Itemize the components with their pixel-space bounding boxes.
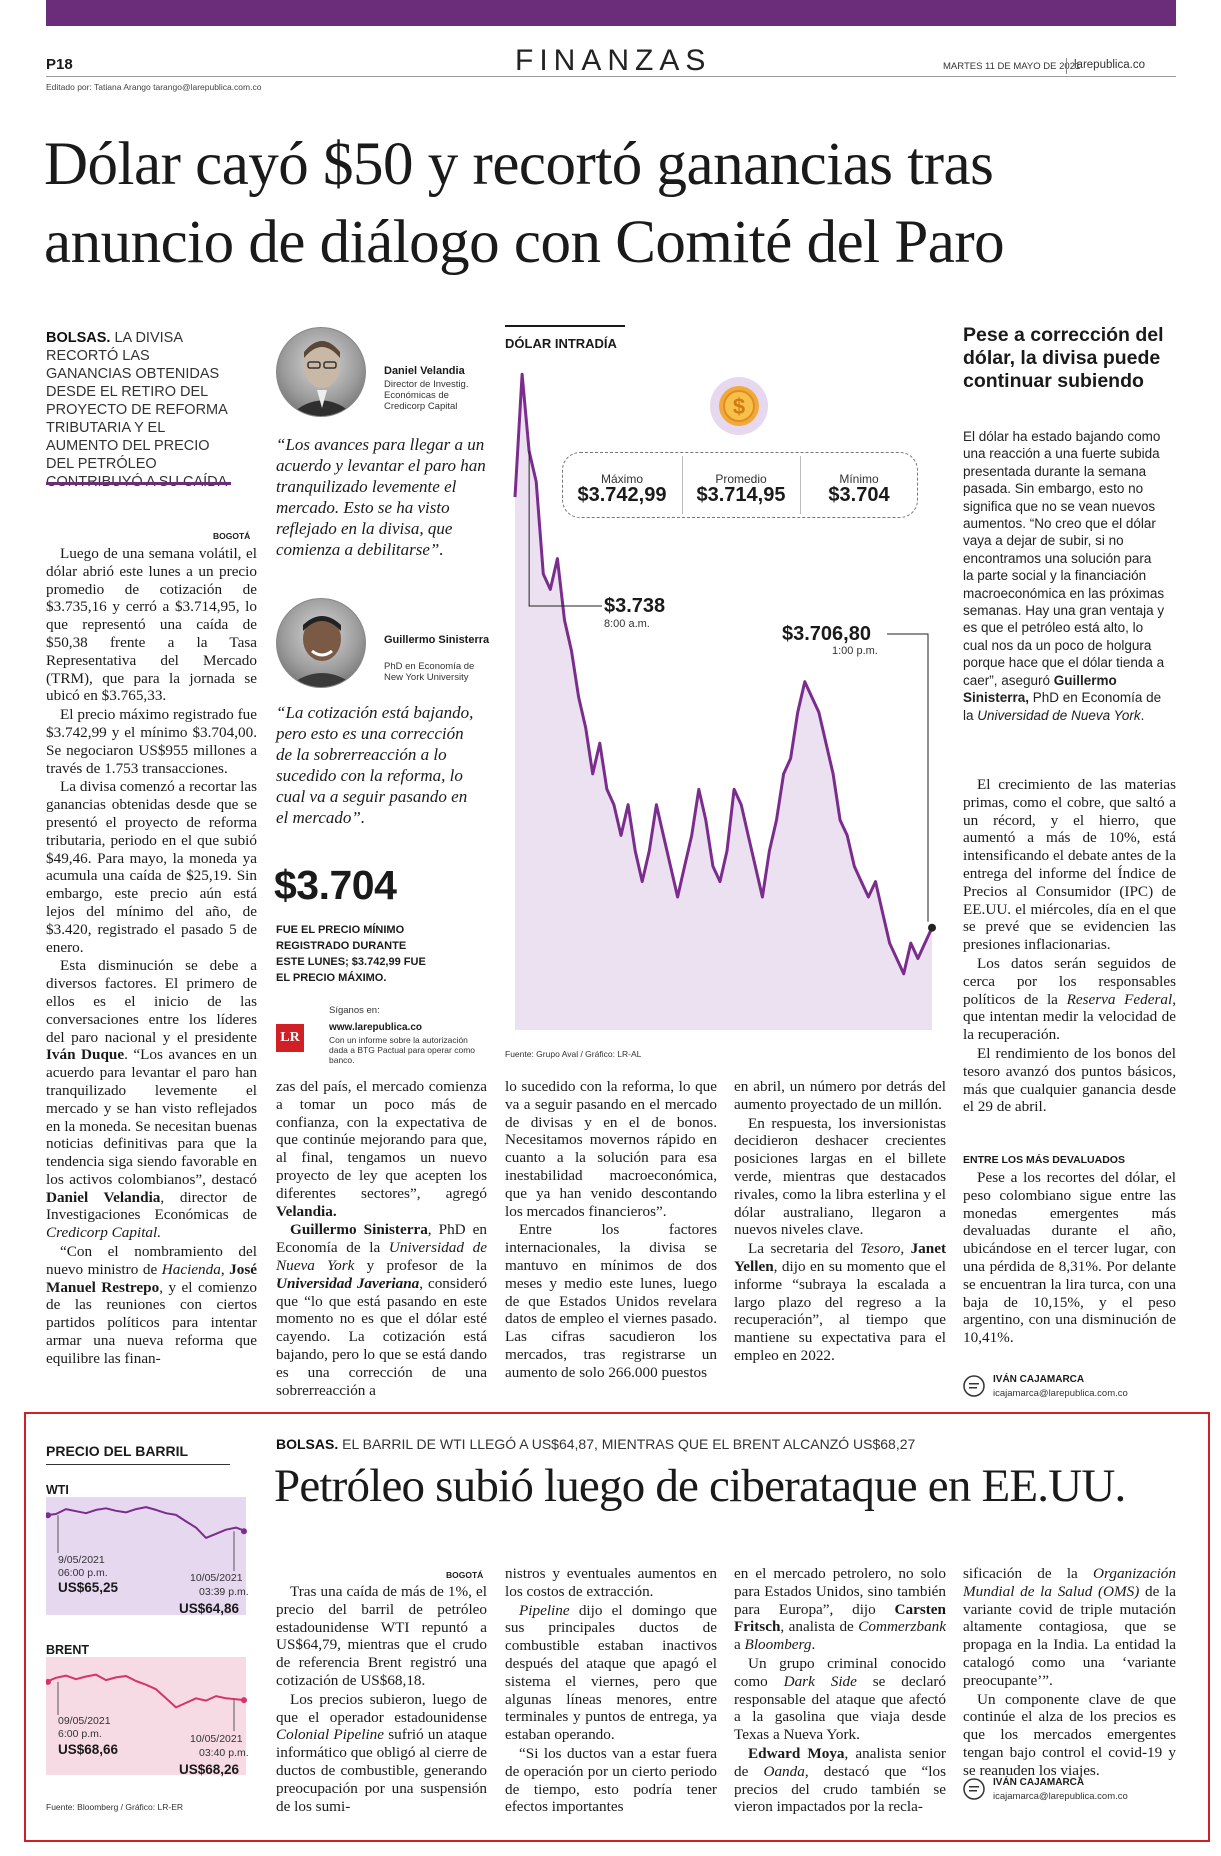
paragraph: Guillermo Sinisterra, PhD en Economía de la Universidad de Nueva York y profesor de la Universidad Javeriana, consideró que “lo que está pasando en este momento no es que el dólar esté cayendo. La cotización está bajando, pero lo que se está dando es una corrección de una sobrerreacción a — [276, 1221, 488, 1399]
main-column-3 — [505, 1078, 717, 1383]
paragraph: lo sucedido con la reforma, lo que va a seguir pasando en el mercado de divisas y en el de bonos. Necesitamos movernos rápido en cuanto a la solución para esa inestabilidad macroeconómica, que ya han venido descontando los mercados financieros”. — [505, 1078, 717, 1220]
page-number: P18 — [46, 56, 73, 73]
brent-label: BRENT — [46, 1643, 90, 1657]
stat-min-label: Mínimo — [839, 472, 879, 486]
wti-end-time: 03:39 p.m. — [199, 1586, 249, 1598]
paragraph: sificación de la Organización Mundial de la Salud (OMS) de la variante covid de triple mutación altamente contagiosa, que se propaga en la India. La entidad la catalogó como una ‘variante preocupante’”. — [963, 1565, 1176, 1689]
paragraph: nistros y eventuales aumentos en los costos de extracción. — [505, 1565, 717, 1600]
stat-max-value: $3.742,99 — [577, 484, 667, 506]
main-column-4 — [734, 1078, 946, 1366]
brent-end-date: 10/05/2021 — [190, 1733, 243, 1745]
paragraph: “Si los ductos van a estar fuera de operación por un cierto periodo de tiempo, esto podría tener efectos importantes — [505, 1744, 717, 1816]
avatar-guillermo-sinisterra — [276, 598, 366, 688]
stats-divider — [800, 456, 801, 514]
paragraph: Entre los factores internacionales, la divisa se mantuvo en mínimos de dos meses y medio este lunes, luego de que Estados Unidos revelara datos de empleo el viernes pasado. Las cifras sacudieron los mercados, tras registrarse un aumento de solo 266.000 puestos — [505, 1221, 717, 1381]
wti-start-value: US$65,25 — [58, 1580, 119, 1595]
kicker-label: BOLSAS. — [46, 330, 111, 346]
wti-end-dot — [241, 1528, 247, 1534]
header-rule — [46, 76, 1176, 77]
paragraph: En respuesta, los inversionistas decidieron deshacer crecientes posiciones largas en el billete verde, mientras que destacados rivales, como la libra esterlina y el dólar australiano, llegaron a nuevos niveles clave. — [734, 1114, 946, 1239]
paragraph: Luego de una semana volátil, el dólar abrió este lunes a un precio promedio de cotización de $3.735,16 y cerró a $3.714,95, lo que representó una caída de $50,38 frente a la Tasa Representativa del Mercado (TRM), que para la jornada se ubicó en $3.765,33. — [46, 545, 257, 705]
dolar-intraday-chart — [500, 340, 945, 1045]
paragraph: Los precios subieron, luego de que el operador estadounidense Colonial Pipeline sufrió un ataque informático que obligó al cierre de ductos de combustible, generando preocupación por una suspensión de los sumi- — [276, 1690, 487, 1815]
kicker-rule — [46, 482, 231, 485]
paragraph: en el mercado petrolero, no solo para Estados Unidos, sino también para Europa”, dijo Carsten Fritsch, analista de Commerzbank a Bloomberg. — [734, 1565, 946, 1654]
kicker — [46, 329, 236, 491]
wti-end-value: US$64,86 — [179, 1601, 240, 1616]
quote-velandia: “Los avances para llegar a un acuerdo y levantar el paro han tranquilizado levemente el mercado. Esto se ha visto reflejado en la divisa, que comienza a debilitarse”. — [276, 435, 486, 559]
side-column-2 — [963, 1169, 1176, 1348]
svg-text:$: $ — [732, 394, 746, 419]
annotation-2-leader — [887, 634, 928, 922]
stat-avg-value: $3.714,95 — [696, 484, 786, 506]
oil-chart-title: PRECIO DEL BARRIL — [46, 1443, 189, 1459]
lr-logo: LR — [276, 1024, 304, 1052]
oil-column-2 — [505, 1565, 717, 1817]
paragraph: La secretaria del Tesoro, Janet Yellen, dijo en su momento que el informe “subraya la escalada a largo plazo del regreso a la recuperación”, al tiempo que mantiene su expectativa para el empleo en 2022. — [734, 1240, 947, 1364]
expert2-title: PhD en Economía de New York University — [384, 661, 475, 683]
paragraph: Edward Moya, analista senior de Oanda, destacó que “los precios del crudo también se vieron impactados por la recla- — [734, 1744, 946, 1816]
annotation-2-value: $3.706,80 — [782, 623, 871, 645]
main-column-2 — [276, 1078, 487, 1400]
brent-start-time: 6:00 p.m. — [58, 1728, 102, 1740]
stat-max-label: Máximo — [600, 472, 643, 486]
dollar-coin-icon — [718, 385, 760, 427]
site-link[interactable]: larepublica.co — [1074, 59, 1145, 71]
paragraph: en abril, un número por detrás del aumento proyectado de un millón. — [734, 1078, 946, 1113]
expert1-title: Director de Investig. Económicas de Credicorp Capital — [384, 379, 469, 412]
oil-headline: Petróleo subió luego de ciberataque en EE.UU. — [274, 1460, 1126, 1512]
side-subhead: ENTRE LOS MÁS DEVALUADOS — [963, 1154, 1125, 1166]
big-number: $3.704 — [274, 862, 397, 908]
headline-line-2: anuncio de diálogo con Comité del Paro — [44, 209, 1005, 276]
expert2-name: Guillermo Sinisterra — [384, 634, 490, 646]
oil-kicker — [276, 1436, 915, 1452]
oil-author-message-icon — [963, 1778, 985, 1800]
follow-site[interactable]: www.larepublica.co — [329, 1022, 422, 1033]
paragraph: Un componente clave de que continúe el alza de los precios es que los mercados emergentes tengan bajo control el covid-19 y se reanuden los viajes. — [963, 1690, 1176, 1779]
main-headline — [44, 126, 1184, 282]
quote-sinisterra: “La cotización está bajando, pero esto es una corrección de la sobrerreacción a lo sucedido con la reforma, lo cual va a seguir pasando en el mercado”. — [276, 703, 474, 827]
wti-label: WTI — [46, 1483, 69, 1497]
follow-label: Síganos en: — [329, 1005, 380, 1016]
side-column — [963, 776, 1176, 1117]
brent-start-value: US$68,66 — [58, 1742, 119, 1757]
top-color-bar — [46, 0, 1176, 26]
chart-title: DÓLAR INTRADÍA — [505, 336, 617, 351]
annotation-1-value: $3.738 — [604, 595, 666, 617]
chart-title-rule — [505, 325, 625, 327]
paragraph: Los datos serán seguidos de cerca por los responsables políticos de la Reserva Federal, que intentan medir la velocidad de la recuperación. — [963, 954, 1176, 1044]
stats-divider — [682, 456, 683, 514]
kicker-text: LA DIVISA RECORTÓ LAS GANANCIAS OBTENIDAS DESDE EL RETIRO DEL PROYECTO DE REFORMA TRIBUTARIA Y EL AUMENTO DEL PRECIO DEL PETRÓLEO CONTRIBUYÓ A SU CAÍDA — [46, 330, 228, 490]
expert1-name: Daniel Velandia — [384, 365, 465, 377]
chart-source: Fuente: Grupo Aval / Gráfico: LR-AL — [505, 1049, 642, 1059]
paragraph: Pipeline dijo el domingo que sus principales ductos de combustible estaban inactivos después del ataque que apagó el sistema el viernes, pero que algunas líneas menores, entre terminales y puntos de entrega, ya estaban operando. — [505, 1601, 717, 1744]
stat-min-value: $3.704 — [828, 484, 890, 506]
oil-chart-source: Fuente: Bloomberg / Gráfico: LR-ER — [46, 1802, 184, 1812]
oil-chart-title-rule — [46, 1464, 230, 1465]
paragraph: “Con el nombramiento del nuevo ministro de Hacienda, José Manuel Restrepo, y el comienzo de las reuniones con ciertos partidos políticos para intentar armar una nueva reforma que equilibre las finan- — [46, 1243, 258, 1367]
dateline: BOGOTÁ — [213, 531, 251, 541]
paragraph: El precio máximo registrado fue $3.742,99 y el mínimo $3.704,00. Se negociaron US$955 millones a través de 1.753 transacciones. — [46, 706, 257, 777]
brent-end-dot — [241, 1697, 247, 1703]
editor-credit: Editado por: Tatiana Arango tarango@larepublica.com.co — [46, 82, 262, 92]
avatar-daniel-velandia — [276, 327, 366, 417]
paragraph: El rendimiento de los bonos del tesoro avanzó dos puntos básicos, más que cualquier ganancia desde el 29 de abril. — [963, 1044, 1176, 1116]
oil-column-4 — [963, 1565, 1176, 1781]
header-divider — [1066, 58, 1067, 74]
brent-end-value: US$68,26 — [179, 1762, 240, 1777]
big-number-caption: FUE EL PRECIO MÍNIMO REGISTRADO DURANTE ESTE LUNES; $3.742,99 FUE EL PRECIO MÁXIMO. — [276, 924, 426, 984]
side-headline: Pese a corrección del dólar, la divisa puede continuar subiendo — [963, 324, 1164, 392]
brent-end-time: 03:40 p.m. — [199, 1747, 249, 1759]
wti-start-date: 9/05/2021 — [58, 1554, 105, 1566]
author-name: IVÁN CAJAMARCA — [993, 1374, 1085, 1385]
brent-start-date: 09/05/2021 — [58, 1715, 111, 1727]
paragraph: Esta disminución se debe a diversos factores. El primero de ellos es el inicio de las conversaciones entre los líderes del paro nacional y el presidente Iván Duque. “Los avances en un acuerdo para levantar el paro han tranquilizado levemente el mercado y se han visto reflejados en la moneda. Se necesitan buenas noticias definitivas para que la tendencia siga siendo favorable en los activos colombianos”, destacó Daniel Velandia, director de Investigaciones Económicas de Credicorp Capital. — [46, 957, 258, 1242]
annotation-1-time: 8:00 a.m. — [604, 618, 650, 630]
oil-column-3 — [734, 1565, 946, 1817]
dolar-end-dot — [928, 924, 936, 932]
oil-dateline: BOGOTÁ — [446, 1570, 484, 1580]
paragraph: Un grupo criminal conocido como Dark Side se declaró responsable del ataque que afectó a la gasolina que viaja desde Texas a Nueva York. — [734, 1654, 946, 1744]
oil-kicker-label: BOLSAS. — [276, 1436, 339, 1452]
follow-text: Con un informe sobre la autorización dada a BTG Pactual para operar como banco. — [329, 1035, 475, 1065]
stat-avg-label: Promedio — [715, 472, 767, 486]
wti-end-date: 10/05/2021 — [190, 1572, 243, 1584]
oil-author-name: IVÁN CAJAMARCA — [993, 1777, 1085, 1788]
author-email[interactable]: icajamarca@larepublica.com.co — [993, 1388, 1128, 1399]
page-date: MARTES 11 DE MAYO DE 2021 — [943, 61, 1081, 72]
oil-kicker-text: EL BARRIL DE WTI LLEGÓ A US$64,87, MIENTRAS QUE EL BRENT ALCANZÓ US$68,27 — [342, 1436, 916, 1452]
paragraph: zas del país, el mercado comienza a tomar un poco más de confianza, con la expectativa de que continúe mejorando para que, al final, tengamos un nuevo proyecto de ley que acepten los diferentes sectores”, agregó Velandia. — [276, 1078, 487, 1220]
main-column-1 — [46, 545, 257, 1369]
paragraph: El crecimiento de las materias primas, como el cobre, que saltó a un récord, y el hierro, que aumentó a más de 10%, está intensificando el debate antes de la entrega del informe del Índice de Precios al Consumidor (IPC) de EE.UU. el miércoles, día en el que se prevé que se evidencien las presiones inflacionarias. — [963, 776, 1176, 954]
portrait-icon — [277, 599, 366, 688]
portrait-icon — [277, 328, 366, 417]
section-title: FINANZAS — [515, 44, 712, 77]
oil-column-1 — [276, 1583, 487, 1816]
annotation-2-time: 1:00 p.m. — [832, 645, 878, 657]
side-intro: El dólar ha estado bajando como una reacción a una fuerte subida presentada durante la semana pasada. Sin embargo, esto no significa que no se vean nuevos aumentos. “No creo que el dólar vaya a dejar de subir, si no encontramos una solución para la parte social y la financiación macroeconómica en las próximas semanas. Hay una gran ventaja y es que el petróleo está alto, lo cual nos da un poco de holgura porque hace que el dólar tienda a caer”, aseguró Guillermo Sinisterra, PhD en Economía de la Universidad de Nueva York. — [963, 429, 1165, 723]
oil-author-email[interactable]: icajamarca@larepublica.com.co — [993, 1791, 1128, 1802]
paragraph: La divisa comenzó a recortar las ganancias obtenidas desde que se presentó el proyecto de reforma tributaria, periodo en el que subió $49,46. Para mayo, la moneda ya acumula una caída de $25,19. Sin embargo, este precio aún está lejos del mínimo del año, de $3.420, registrado el pasado 5 de enero. — [46, 778, 257, 956]
author-message-icon — [963, 1375, 985, 1397]
paragraph: Pese a los recortes del dólar, el peso colombiano sigue entre las monedas emergentes más devaluadas durante el año, ubicándose en el tercer lugar, con una pérdida de 8,31%. Por delante se encuentran la lira turca, con una baja de 10,15%, y el peso argentino, con una disminución de 10,41%. — [963, 1169, 1176, 1347]
headline-line-1: Dólar cayó $50 y recortó ganancias tras — [44, 131, 994, 198]
paragraph: Tras una caída de más de 1%, el precio del barril de petróleo estadounidense WTI repuntó a US$64,79, mientras que el crudo de referencia Brent registró una cotización de US$68,18. — [276, 1583, 487, 1689]
wti-start-time: 06:00 p.m. — [58, 1567, 108, 1579]
